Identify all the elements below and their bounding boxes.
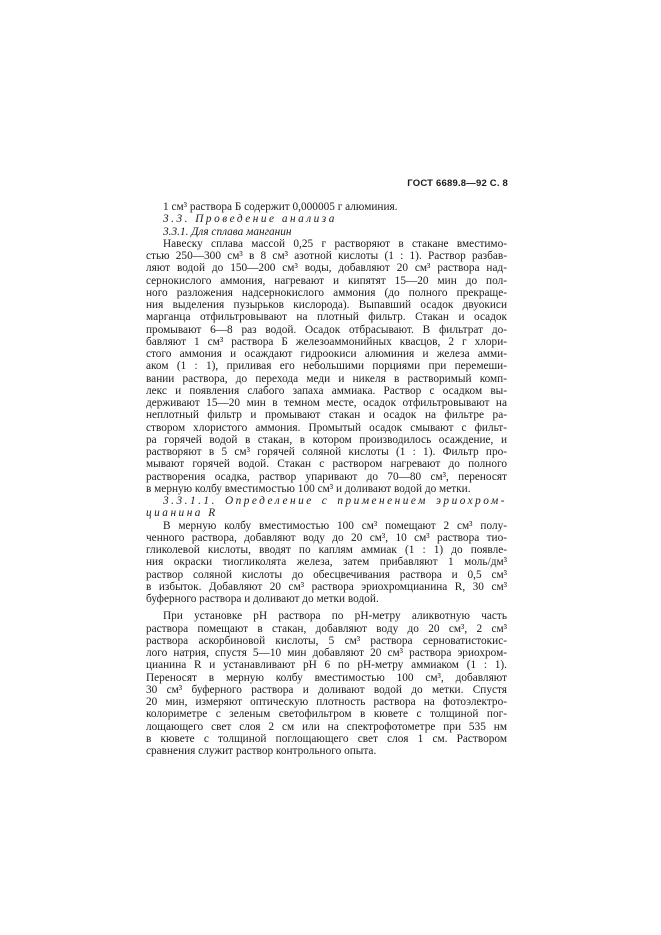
text-line: В мерную колбу вместимостью 100 см³ помещают 2 см³ полу- bbox=[163, 519, 507, 532]
text-line: лощающего свет слоя 2 см или на спектрофотометре при 535 нм bbox=[146, 720, 507, 733]
text-line: в избыток. Добавляют 20 см³ раствора эриохромцианина R, 30 см³ bbox=[146, 580, 507, 593]
text-line: цианина R bbox=[146, 507, 218, 520]
text-line: гликолевой кислоты, вводят по каплям аммиак (1 : 1) до появле- bbox=[146, 544, 507, 556]
text-line: марганца отфильтровывают на плотный фильтр. Стакан и осадок bbox=[146, 311, 507, 324]
text-line: растворения осадка, раствор упаривают до 70—80 см³, переносят bbox=[146, 470, 507, 483]
document-body bbox=[146, 201, 507, 757]
text-line: бавляют 1 см³ раствора Б железоаммонийных квасцов, 2 г хлори- bbox=[146, 335, 507, 348]
text-line: стью 250—300 см³ в 8 см³ азотной кислоты (1 : 1). Раствор разбав- bbox=[146, 250, 507, 262]
text-line: аком (1 : 1), приливая его небольшими порциями при перемеши- bbox=[146, 360, 507, 373]
text-line: в кювете с толщиной поглощающего свет слоя 1 см. Раствором bbox=[146, 732, 507, 745]
paragraph-ph-setting bbox=[146, 610, 507, 757]
text-line: ляют водой до 150—200 см³ воды, добавляют 20 см³ раствора над- bbox=[146, 262, 507, 275]
text-line: раствора помещают в стакан, добавляют воду до 20 см³, 2 см³ bbox=[146, 622, 507, 635]
text-line: неплотный фильтр и промывают стакан и осадок на фильтре ра- bbox=[146, 409, 507, 422]
text-line: колориметре с зеленым светофильтром в кювете с толщиной пог- bbox=[146, 708, 507, 721]
text-line: раствор соляной кислоты до обесцвечивания раствора и 0,5 см³ bbox=[146, 568, 507, 581]
text-line: раствора аскорбиновой кислоты, 5 см³ раствора серноватистокис- bbox=[146, 634, 507, 647]
text-line: Переносят в мерную колбу вместимостью 100 см³, добавляют bbox=[146, 671, 507, 684]
text-line: 3.3.1.1. Определение с применением эриохром- bbox=[163, 495, 507, 507]
text-line: промывают 6—8 раз водой. Осадок отбрасывают. В фильтрат до- bbox=[146, 323, 507, 336]
text-line: лекс и появления слабого запаха аммиака. Раствор с осадком вы- bbox=[146, 384, 507, 397]
section-heading-3-3-1-1 bbox=[146, 495, 507, 520]
text-line: растворяют в 5 см³ горячей соляной кислоты (1 : 1). Фильтр про- bbox=[146, 446, 507, 458]
text-line: цианина R и устанавливают pH 6 по pH-метру аммиаком (1 : 1). bbox=[146, 659, 507, 672]
text-line: ния окраски тиогликолята железа, затем прибавляют 1 моль/дм³ bbox=[146, 556, 507, 569]
text-line: 30 см³ буферного раствора и доливают водой до метки. Спустя bbox=[146, 683, 507, 696]
text-line: сернокислого аммония, нагревают и кипятят 15—20 мин до пол- bbox=[146, 274, 507, 287]
text-line: мывают горячей водой. Стакан с раствором нагревают до полного bbox=[146, 458, 507, 471]
text-line: ра горячей водой в стакан, в котором производилось осаждение, и bbox=[146, 433, 507, 446]
text-line: ния выделения пузырьков кислорода). Выпавший осадок двуокиси bbox=[146, 299, 507, 311]
text-line: 1 см³ раствора Б содержит 0,000005 г алюминия. bbox=[163, 201, 398, 213]
text-line: лого натрия, спустя 5—10 мин добавляют 20 см³ раствора эриохром- bbox=[146, 647, 507, 659]
text-line: сравнения служит раствор контрольного опыта. bbox=[146, 745, 377, 757]
section-heading-3-3: 3.3. Проведение анализа bbox=[163, 213, 337, 226]
text-line: Навеску сплава массой 0,25 г растворяют в стакане вместимо- bbox=[163, 237, 507, 250]
text-line: 20 мин, измеряют оптическую плотность раствора на фотоэлектро- bbox=[146, 696, 507, 708]
paragraph-solution-b bbox=[146, 201, 507, 213]
paragraph-eriochrome bbox=[146, 520, 507, 606]
text-line: ченного раствора, добавляют воду до 20 см³, 10 см³ раствора тио- bbox=[146, 531, 507, 544]
section-heading-3-3-1: 3.3.1. Для сплава манганин bbox=[163, 225, 292, 238]
page-header: ГОСТ 6689.8—92 С. 8 bbox=[407, 178, 508, 189]
text-line: буферного раствора и доливают до метки водой. bbox=[146, 593, 379, 605]
text-line: створом хлористого аммония. Промытый осадок смывают с фильт- bbox=[146, 421, 507, 434]
text-line: стого аммония и осаждают гидроокиси алюминия и железа амми- bbox=[146, 348, 507, 360]
text-line: держивают 15—20 мин в темном месте, осадок отфильтровывают на bbox=[146, 397, 507, 409]
paragraph-procedure bbox=[146, 238, 507, 495]
text-line: При установке pH раствора по pH-метру аликвотную часть bbox=[163, 610, 507, 623]
text-line: ного разложения надсернокислого аммония (до полного прекраще- bbox=[146, 286, 507, 299]
text-line: в мерную колбу вместимостью 100 см³ и доливают водой до метки. bbox=[146, 482, 471, 495]
text-line: вании раствора, до перехода меди и никеля в растворимый комп- bbox=[146, 372, 507, 385]
